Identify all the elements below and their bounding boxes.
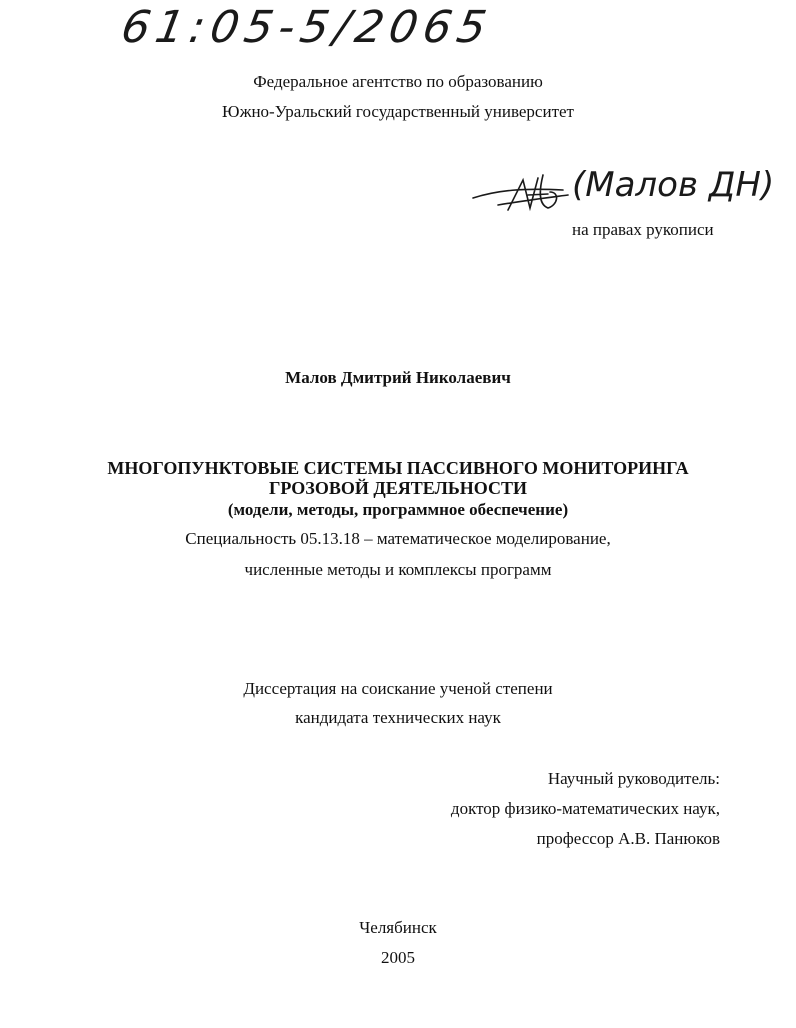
author-name: Малов Дмитрий Николаевич <box>285 368 511 387</box>
supervisor-degree: доктор физико-математических наук, <box>450 799 720 818</box>
university-name: Южно-Уральский государственный университет <box>222 102 574 121</box>
year: 2005 <box>381 948 415 967</box>
agency-name: Федеральное агентство по образованию <box>253 72 543 91</box>
specialty-line2: численные методы и комплексы программ <box>244 560 552 579</box>
supervisor-label: Научный руководитель: <box>547 769 720 788</box>
signature-name: (Малов ДН) <box>572 165 775 205</box>
degree-line1: Диссертация на соискание ученой степени <box>243 679 553 698</box>
handwritten-shelfmark: 61:05-5/2065 <box>117 2 496 53</box>
rights-note: на правах рукописи <box>572 220 714 239</box>
city: Челябинск <box>359 918 437 937</box>
specialty-line1: Специальность 05.13.18 – математическое моделирование, <box>185 529 611 548</box>
thesis-subtitle: (модели, методы, программное обеспечение) <box>227 500 569 519</box>
thesis-title-line2: ГРОЗОВОЙ ДЕЯТЕЛЬНОСТИ <box>268 478 528 498</box>
supervisor-name: профессор А.В. Панюков <box>536 829 720 848</box>
degree-line2: кандидата технических наук <box>295 708 501 727</box>
thesis-title-line1: МНОГОПУНКТОВЫЕ СИСТЕМЫ ПАССИВНОГО МОНИТОРИНГА <box>107 458 689 478</box>
